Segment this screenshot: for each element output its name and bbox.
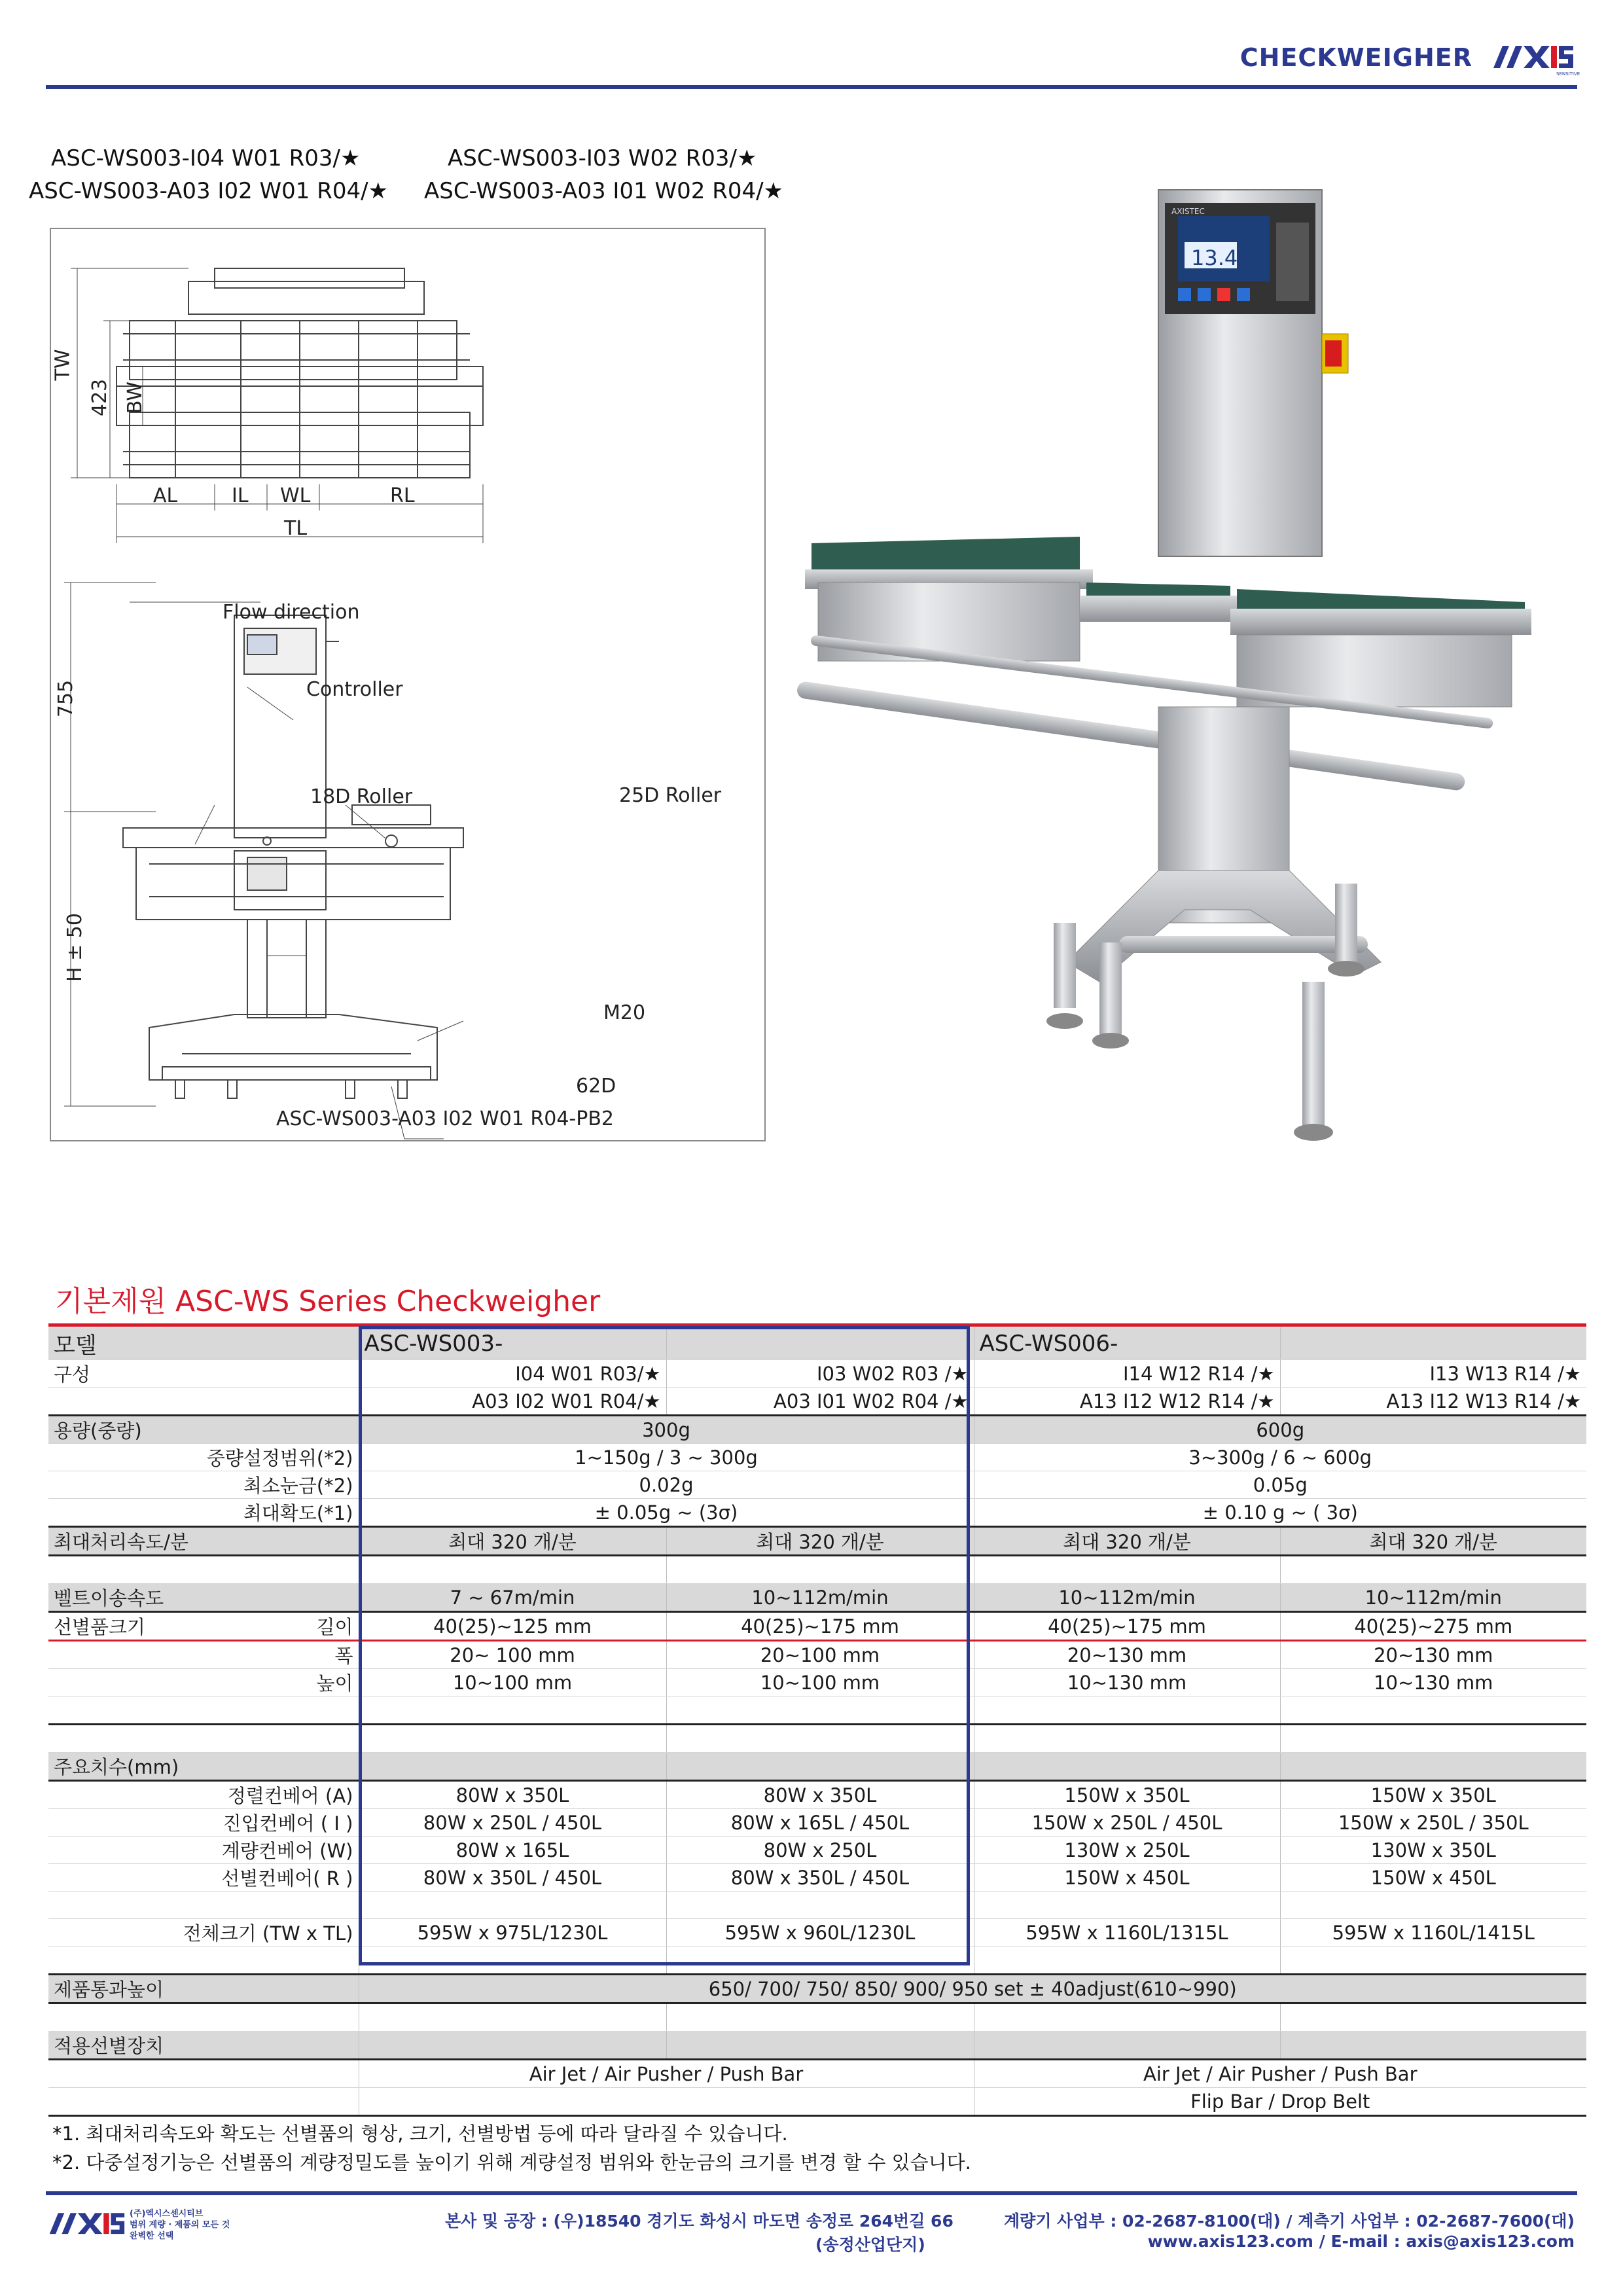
photo-brand: AXISTEC (1171, 207, 1205, 216)
reject-cell: Air Jet / Air Pusher / Push Bar (359, 2060, 974, 2088)
range-cell: 3~300g / 6 ~ 600g (974, 1444, 1586, 1471)
reject-label: 적용선별장치 (48, 2032, 359, 2060)
dim-bw: BW (124, 381, 147, 414)
length-cell: 40(25)~125 mm (359, 1612, 666, 1641)
width-cell: 20~130 mm (1280, 1641, 1586, 1669)
conv-w-label: 계량컨베어 (W) (48, 1837, 359, 1864)
section-divider (48, 1323, 1586, 1327)
table-row (48, 1327, 1586, 1360)
length-label: 길이 (316, 1616, 353, 1638)
config-cell: I13 W13 R14 /★ (1280, 1360, 1586, 1388)
config-cell: I03 W02 R03 /★ (666, 1360, 974, 1388)
height-cell: 10~130 mm (974, 1669, 1280, 1696)
height-label: 높이 (48, 1669, 359, 1696)
table-row-spacer (48, 1696, 1586, 1725)
footer-company: (주)엑시스센시티브 (130, 2209, 204, 2219)
model-label-right-1: ASC-WS003-I03 W02 R03/★ (448, 145, 757, 171)
width-cell: 20~100 mm (666, 1641, 974, 1669)
acc-cell: ± 0.10 g ~ ( 3σ) (974, 1499, 1586, 1527)
belt-cell: 7 ~ 67m/min (359, 1584, 666, 1612)
footer-phone: 계량기 사업부 : 02-2687-8100(대) / 계측기 사업부 : 02-2687-7600(대) (1004, 2212, 1575, 2231)
range-label: 중량설정범위(*2) (48, 1444, 359, 1471)
config-cell: I14 W12 R14 /★ (974, 1360, 1280, 1388)
total-cell: 595W x 1160L/1315L (974, 1919, 1280, 1946)
table-row (48, 1837, 1586, 1864)
acc-cell: ± 0.05g ~ (3σ) (359, 1499, 974, 1527)
length-cell: 40(25)~175 mm (974, 1612, 1280, 1641)
conv-a-label: 정렬컨베어 (A) (48, 1781, 359, 1809)
logo-sub: SENSITIVE (1556, 71, 1580, 77)
table-row-spacer (48, 1556, 1586, 1584)
conv-r-cell: 150W x 450L (1280, 1864, 1586, 1892)
table-row (48, 1527, 1586, 1556)
model-label-left-2: ASC-WS003-A03 I02 W01 R04/★ (29, 178, 389, 204)
header-divider (46, 85, 1577, 89)
height-cell: 10~100 mm (359, 1669, 666, 1696)
conv-a-cell: 80W x 350L (666, 1781, 974, 1809)
conv-w-cell: 130W x 250L (974, 1837, 1280, 1864)
model-label: 모델 (48, 1327, 359, 1360)
dims-label: 주요치수(mm) (48, 1753, 359, 1781)
dim-wl: WL (280, 484, 311, 507)
product-size-cell (48, 1612, 359, 1641)
table-row (48, 1919, 1586, 1946)
product-size-label: 선별품크기 (54, 1616, 146, 1638)
table-row (48, 1753, 1586, 1781)
table-row (48, 1809, 1586, 1837)
table-row (48, 1669, 1586, 1696)
min-label: 최소눈금(*2) (48, 1471, 359, 1499)
range-cell: 1~150g / 3 ~ 300g (359, 1444, 974, 1471)
table-row (48, 1612, 1586, 1641)
conv-w-cell: 80W x 250L (666, 1837, 974, 1864)
table-row (48, 1864, 1586, 1892)
footer-tagline-2: 완벽한 선택 (130, 2231, 174, 2241)
dim-tl: TL (284, 517, 308, 540)
table-row (48, 2032, 1586, 2060)
height-cell: 10~130 mm (1280, 1669, 1586, 1696)
speed-cell: 최대 320 개/분 (974, 1527, 1280, 1556)
capacity-cell: 600g (974, 1416, 1586, 1444)
width-cell: 20~130 mm (974, 1641, 1280, 1669)
speed-cell: 최대 320 개/분 (1280, 1527, 1586, 1556)
height-cell: 10~100 mm (666, 1669, 974, 1696)
dim-al: AL (153, 484, 178, 507)
pass-label: 제품통과높이 (48, 1975, 359, 2003)
conv-a-cell: 150W x 350L (974, 1781, 1280, 1809)
footer-company-block (130, 2208, 230, 2242)
table-row (48, 2060, 1586, 2088)
length-cell: 40(25)~275 mm (1280, 1612, 1586, 1641)
note-2: *2. 다중설정기능은 선별품의 계량정밀도를 높이기 위해 계량설정 범위와 한눈금의 크기를 변경 할 수 있습니다. (52, 2151, 971, 2174)
footer-divider (46, 2191, 1577, 2195)
footer-tagline-1: 범위 계량 · 제품의 모든 것 (130, 2220, 230, 2230)
conv-w-cell: 130W x 350L (1280, 1837, 1586, 1864)
speed-label: 최대처리속도/분 (48, 1527, 359, 1556)
table-row-spacer (48, 2003, 1586, 2032)
pass-cell: 650/ 700/ 750/ 850/ 900/ 950 set ± 40adjust(610~990) (359, 1975, 1586, 2003)
speed-cell: 최대 320 개/분 (666, 1527, 974, 1556)
dim-rl: RL (390, 484, 415, 507)
drawing-lines (51, 229, 764, 1140)
display-value: 13.47 (1191, 245, 1251, 270)
total-cell: 595W x 1160L/1415L (1280, 1919, 1586, 1946)
length-cell: 40(25)~175 mm (666, 1612, 974, 1641)
dim-755: 755 (54, 679, 78, 718)
spec-section-title: 기본제원 ASC-WS Series Checkweigher (55, 1285, 601, 1318)
config-cell: A03 I01 W02 R04 /★ (666, 1388, 974, 1416)
table-row (48, 1499, 1586, 1527)
ws006-model: ASC-WS006- (974, 1327, 1280, 1360)
speed-cell: 최대 320 개/분 (359, 1527, 666, 1556)
conv-w-cell: 80W x 165L (359, 1837, 666, 1864)
table-row (48, 1416, 1586, 1444)
table-row (48, 1388, 1586, 1416)
min-cell: 0.05g (974, 1471, 1586, 1499)
conv-a-cell: 150W x 350L (1280, 1781, 1586, 1809)
table-row (48, 1975, 1586, 2003)
conv-i-cell: 150W x 250L / 450L (974, 1809, 1280, 1837)
table-row (48, 1641, 1586, 1669)
conv-r-cell: 80W x 350L / 450L (666, 1864, 974, 1892)
footer-address-2: (송정산업단지) (815, 2235, 925, 2254)
table-row-spacer (48, 1946, 1586, 1975)
conv-i-label: 진입컨베어 ( I ) (48, 1809, 359, 1837)
dim-height: H ± 50 (63, 913, 86, 982)
config-cell: A03 I02 W01 R04/★ (359, 1388, 666, 1416)
roller-18d-label: 18D Roller (310, 785, 413, 808)
table-row (48, 1360, 1586, 1388)
technical-drawing (50, 228, 766, 1141)
config-cell: A13 I12 W13 R14 /★ (1280, 1388, 1586, 1416)
m20-label: M20 (603, 1001, 646, 1024)
table-row (48, 1471, 1586, 1499)
reject-cell: Air Jet / Air Pusher / Push Bar (974, 2060, 1586, 2088)
checkweigher-photo (792, 177, 1564, 1172)
config-cell: I04 W01 R03/★ (359, 1360, 666, 1388)
footer-axis-logo-icon (47, 2207, 126, 2244)
conv-i-cell: 80W x 250L / 450L (359, 1809, 666, 1837)
note-1: *1. 최대처리속도와 확도는 선별품의 형상, 크기, 선별방법 등에 따라 달라질 수 있습니다. (52, 2123, 788, 2145)
d62-label: 62D (576, 1075, 616, 1098)
config-cell: A13 I12 W12 R14 /★ (974, 1388, 1280, 1416)
header-title: CHECKWEIGHER (1240, 43, 1472, 72)
table-row (48, 1584, 1586, 1612)
total-cell: 595W x 960L/1230L (666, 1919, 974, 1946)
dim-il: IL (232, 484, 249, 507)
total-cell: 595W x 975L/1230L (359, 1919, 666, 1946)
axis-logo-icon (1491, 41, 1580, 77)
table-row (48, 1444, 1586, 1471)
belt-cell: 10~112m/min (1280, 1584, 1586, 1612)
conv-r-cell: 150W x 450L (974, 1864, 1280, 1892)
min-cell: 0.02g (359, 1471, 974, 1499)
belt-cell: 10~112m/min (666, 1584, 974, 1612)
model-label-right-2: ASC-WS003-A03 I01 W02 R04/★ (424, 178, 784, 204)
roller-25d-label: 25D Roller (619, 784, 722, 807)
belt-label: 벨트이송속도 (48, 1584, 359, 1612)
table-row-spacer (48, 1892, 1586, 1919)
conv-r-label: 선별컨베어( R ) (48, 1864, 359, 1892)
dim-tw: TW (51, 349, 75, 381)
capacity-label: 용량(중량) (48, 1416, 359, 1444)
belt-cell: 10~112m/min (974, 1584, 1280, 1612)
model-label-left-1: ASC-WS003-I04 W01 R03/★ (51, 145, 361, 171)
conv-r-cell: 80W x 350L / 450L (359, 1864, 666, 1892)
flow-direction-label: Flow direction (223, 601, 360, 624)
reject-cell-2: Flip Bar / Drop Belt (974, 2088, 1586, 2116)
footer-address-1: 본사 및 공장 : (우)18540 경기도 화성시 마도면 송정로 264번길 66 (445, 2212, 954, 2231)
conv-a-cell: 80W x 350L (359, 1781, 666, 1809)
controller-label: Controller (306, 678, 403, 701)
config-label: 구성 (48, 1360, 359, 1388)
checkweigher-illustration (792, 177, 1564, 1172)
width-cell: 20~ 100 mm (359, 1641, 666, 1669)
table-row (48, 2088, 1586, 2116)
spec-table (48, 1327, 1586, 2117)
acc-label: 최대확도(*1) (48, 1499, 359, 1527)
capacity-cell: 300g (359, 1416, 974, 1444)
dim-423: 423 (88, 378, 112, 417)
table-row-spacer (48, 1725, 1586, 1753)
ws003-model: ASC-WS003- (359, 1327, 666, 1360)
conv-i-cell: 80W x 165L / 450L (666, 1809, 974, 1837)
width-label: 폭 (48, 1641, 359, 1669)
table-row (48, 1781, 1586, 1809)
conv-i-cell: 150W x 250L / 350L (1280, 1809, 1586, 1837)
total-label: 전체크기 (TW x TL) (48, 1919, 359, 1946)
drawing-caption: ASC-WS003-A03 I02 W01 R04-PB2 (276, 1107, 615, 1130)
footer-web[interactable]: www.axis123.com / E-mail : axis@axis123.com (1147, 2232, 1575, 2251)
